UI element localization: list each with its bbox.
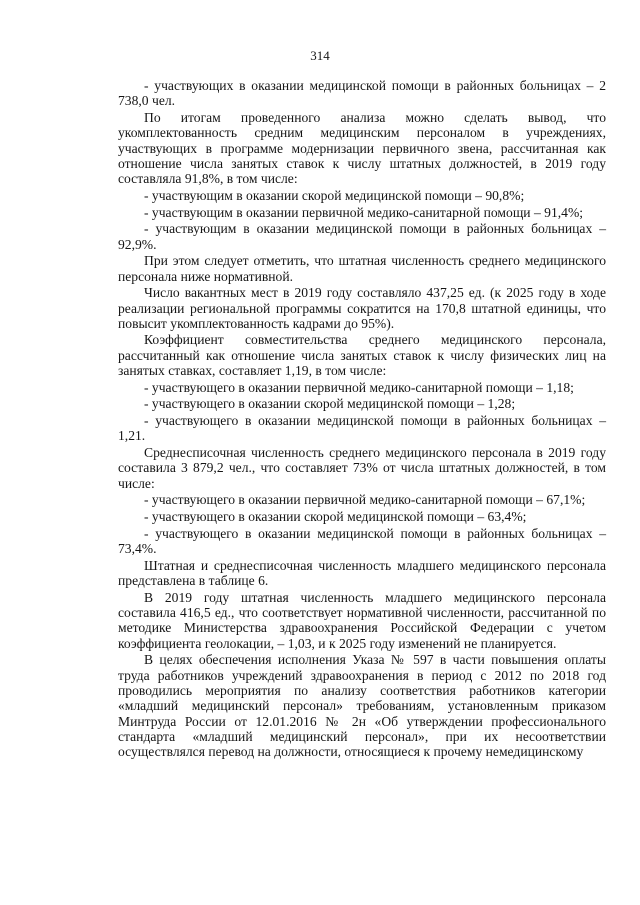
paragraph: - участвующего в оказании медицинской помощи в районных больницах – 73,4%. xyxy=(118,525,606,557)
paragraph: - участвующего в оказании скорой медицинской помощи – 1,28; xyxy=(144,396,516,412)
paragraph: - участвующих в оказании медицинской помощи в районных больницах – 2 738,0 чел. xyxy=(118,78,606,109)
paragraph: В 2019 году штатная численность младшего медицинского персонала составила 416,5 ед., что соответствует нормативной численности, рассчитанной по методике Министерства здравоохранения Российской Федерации с учетом коэффициента геолокации, – 1,03, и к 2025 году изменений не планируется. xyxy=(118,589,606,651)
paragraph: Среднесписочная численность среднего медицинского персонала в 2019 году составила 3 879,2 чел., что составляет 73% от числа штатных должностей, в том числе: xyxy=(118,445,606,491)
paragraph: - участвующего в оказании первичной медико-санитарной помощи – 1,18; xyxy=(144,379,574,395)
paragraph: - участвующим в оказании скорой медицинской помощи – 90,8%; xyxy=(144,187,525,203)
paragraph: - участвующего в оказании первичной медико-санитарной помощи – 67,1%; xyxy=(144,492,586,508)
paragraph: Коэффициент совместительства среднего медицинского персонала, рассчитанный как отношение числа занятых ставок к числу физических лиц на занятых ставках, составляет 1,19, в том числе: xyxy=(118,332,606,379)
paragraph: При этом следует отметить, что штатная численность среднего медицинского персонала ниже нормативной. xyxy=(118,253,606,284)
paragraph: Число вакантных мест в 2019 году составляло 437,25 ед. (к 2025 году в ходе реализации региональной программы сократится на 170,8 штатной единицы, что повысит укомплектованность кадрами до 95%). xyxy=(118,285,606,331)
paragraph: - участвующего в оказании медицинской помощи в районных больницах – 1,21. xyxy=(118,413,606,444)
paragraph: - участвующим в оказании медицинской помощи в районных больницах – 92,9%. xyxy=(118,221,606,252)
paragraph: - участвующего в оказании скорой медицинской помощи – 63,4%; xyxy=(144,509,527,525)
paragraph: Штатная и среднесписочная численность младшего медицинского персонала представлена в таблице 6. xyxy=(118,557,606,589)
document-body xyxy=(118,78,606,759)
paragraph: - участвующим в оказании первичной медико-санитарной помощи – 91,4%; xyxy=(144,204,584,220)
paragraph: В целях обеспечения исполнения Указа № 597 в части повышения оплаты труда работников учреждений здравоохранения в период с 2012 по 2018 год проводились мероприятия по анализу соответствия работников категории «младший медицинский персонал» требованиям, установленным приказом Минтруда России от 12.01.2016 № 2н «Об утверждении профессионального стандарта «младший медицинский персонал», при их несоответствии осуществлялся перевод на должности, относящиеся к прочему немедицинскому xyxy=(118,652,606,760)
page-number: 314 xyxy=(310,48,330,63)
paragraph: По итогам проведенного анализа можно сделать вывод, что укомплектованность средним медицинским персоналом в учреждениях, участвующих в программе модернизации первичного звена, рассчитанная как отношение числа занятых ставок к числу штатных должностей, в 2019 году составляла 91,8%, в том числе: xyxy=(118,109,606,187)
